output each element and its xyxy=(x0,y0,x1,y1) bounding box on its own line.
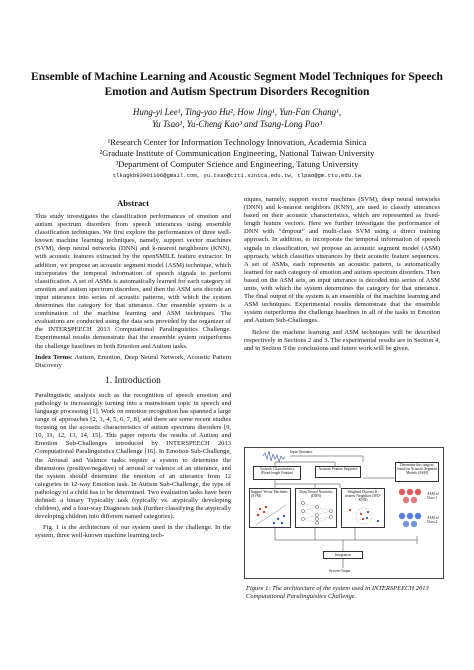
svm-box xyxy=(249,488,291,528)
index-terms-label: Index Terms xyxy=(35,353,71,361)
affiliation-2: ²Graduate Institute of Communication Engineering, National Taiwan University xyxy=(99,148,375,158)
knn-label: Weighted Discrete K-nearest Neighbors (WD-KNN) xyxy=(345,490,381,503)
affiliation-1: ¹Research Center for Information Technology Innovation, Academia Sinica xyxy=(107,137,367,147)
left-column xyxy=(35,198,231,543)
input-utterance-label: Input Utterance xyxy=(290,450,313,454)
asm-class2-label: ASM of Class 2 xyxy=(427,516,439,524)
intro-paragraph-1: Paralinguistic analysis such as the recognition of speech emotion and pathology is increasingly turning into a mainstream topic in speech and language processing [1]. Work on emotion recognition has spanned a large range of approaches [2, 3, 4, 5, 6, 7, 8], and there are some recent studies focusing on the acoustic characteristics of autism spectrum disorders [9, 10, 11, 12, 13, 14, 15]. This paper reports the results of Autism and Emotion Sub-Challenges introduced by INTERSPEECH 2013 Computational Paralinguistics Challenge [16]. In Emotion Sub-Challenge, the Arousal and Valence tasks require a system to determine the dimensions (positive/negative) of arousal or valence of an utterance, and the system should determine the emotion of an utterance from 12 categories in 12-way Emotion task. In Autism Sub-Challenge, the type of pathology of a child has to be determined. Two evaluation tasks have been defined: a binary Typicality task (typically vs. atypically developing children), and a four-way Diagnosis task (further classifying the atypically developing children into different named categories). xyxy=(35,391,231,521)
index-terms xyxy=(35,354,231,370)
asm-classes-panel xyxy=(395,484,425,536)
figure-caption: Figure 1: The architecture of the system used in INTERSPEECH 2013 Computational Paralinguistics Challenge. xyxy=(246,585,429,600)
architecture-figure xyxy=(244,447,444,579)
author-line-2: Yu Tsao¹, Yu-Cheng Kao³ and Tsang-Long Pao³ xyxy=(151,118,323,129)
paper-title: Ensemble of Machine Learning and Acoustic Segment Model Techniques for Speech Emotion and Autism Spectrum Disorders Recognition xyxy=(31,71,443,98)
intro-paragraph-2: Fig. 1 is the architecture of our system used in the challenge. In the system, three well-known machine learning tech- xyxy=(35,524,231,540)
affiliation-list xyxy=(30,137,444,170)
dnn-label: Deep Neural Networks (DNN) xyxy=(299,490,333,499)
abstract-text: This study investigates the classification performances of emotion and autism spectrum disorders from speech utterances using ensemble classification techniques. We first explore the performances of three well-known machine learning techniques, namely, support vector machines (SVM), deep neural networks (DNN) and k-nearest neighbours (KNN), with acoustic features extracted by the openSMILE feature extractor. In addition, we propose an acoustic segment model (ASM) technique, which incorporates the temporal information of speech signals to perform classification. A set of ASMs is automatically learned for each category of emotion and autism spectrum disorders, and then the ASM sets decode an input utterance into series of acoustic patterns, with which the system determines the category for that utterance. Our ensemble system is a combination of the machine learning and ASM techniques. The evaluations are conducted using the data sets provided by the organizer of the INTERSPEECH 2013 Computational Paralinguistics Challenge. Experimental results demonstrate that the ensemble system outperforms the challenge baselines in both Emotion and Autism tasks. xyxy=(35,213,231,350)
right-column xyxy=(244,196,440,356)
intro-heading: 1. Introduction xyxy=(105,375,161,386)
dnn-box xyxy=(295,488,337,528)
affiliation-3: ³Department of Computer Science and Engineering, Tatung University xyxy=(115,159,359,169)
index-terms-text: : Autism, Emotion, Deep Neural Network, Acoustic Pattern Discovery xyxy=(35,353,231,369)
asm-class2-models xyxy=(399,513,421,527)
right-paragraph-2: Below the machine learning and ASM techniques will be described respectively in Sections 2 and 3. The experimental results are in Section 4, and in Section 5 the conclusions and future work will be given. xyxy=(244,328,440,352)
author-list xyxy=(40,107,434,130)
author-line-1: Hung-yi Lee¹, Ting-yao Hu², How Jing¹, Yun-Fan Chang¹, xyxy=(132,107,342,117)
asm-class1-label: ASM of Class 1 xyxy=(427,492,439,500)
abstract-heading: Abstract xyxy=(117,198,149,208)
system-output-label: System Output xyxy=(329,569,351,573)
asm-category-box: Determine the category based on Acoustic Segment Models (ASM) xyxy=(395,462,439,482)
knn-box xyxy=(341,488,385,528)
right-paragraph-1: niques, namely, support vector machines (SVM), deep neural networks (DNN) and k-nearest neighbors (KNN), are used to classify utterances based on their acoustic characteristics, which are represented as fixed-length feature vectors. Here we further investigate the performance of DNN with “dropout” and multi-class SVM using a direct training approach. In addition, to incorporate the temporal information of speech signals in classification, we propose an acoustic segment model (ASM) approach, which classifies utterances by their acoustic feature sequences. A set of ASMs, each represents an acoustic pattern, is automatically learned for each category of emotion and autism spectrum disorders. Then based on the ASM sets, an input utterance is decoded into series of ASM units, with which the system determines the category for that utterance. The final output of the system is an ensemble of the machine learning and ASM techniques. Experimental results demonstrate that the ensemble system outperforms the challenge baselines in all of the tasks in Emotion and Autism Sub-Challenges. xyxy=(244,196,440,325)
input-waveform xyxy=(263,451,285,462)
integration-box: Integration xyxy=(323,551,363,559)
asm-class1-models xyxy=(399,489,421,503)
dnn-network-icon xyxy=(298,497,336,527)
svm-label: Support Vector Machines (SVM) xyxy=(251,490,288,499)
knn-scatter xyxy=(344,506,384,526)
svm-scatter xyxy=(252,503,290,527)
author-emails: tlkagkb93901106@gmail.com, yu.tsao@citi.sinica.edu.tw, tlpao@gm.ttu.edu.tw xyxy=(112,172,362,179)
asm-class-models xyxy=(395,484,425,536)
acoustic-characteristics-box: Acoustic Characteristics (Fixed-length Feature) xyxy=(253,466,301,480)
acoustic-sequence-box: Acoustic Feature Sequence xyxy=(315,466,361,478)
